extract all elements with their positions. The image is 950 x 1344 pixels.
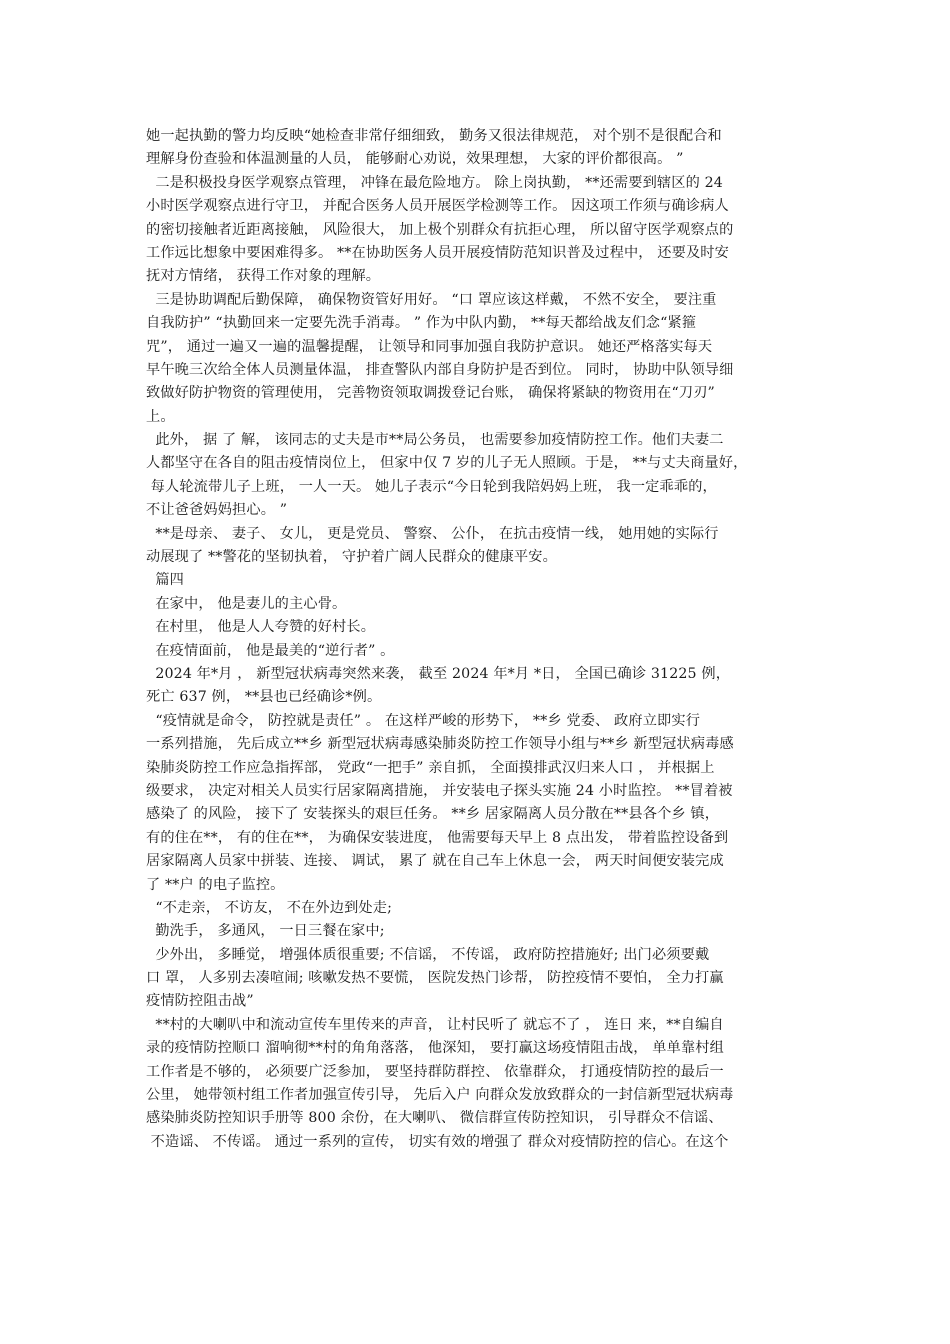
- text-line: 感染了 的风险， 接下了 安装探头的艰巨任务。 **乡 居家隔离人员分散在**县各个乡 镇，: [146, 806, 720, 823]
- text-line: 抚对方情绪， 获得工作对象的理解。: [146, 268, 381, 285]
- text-line: 2024 年*月 ， 新型冠状病毒突然来袭， 截至 2024 年*月 *日， 全国已确诊 31225 例，: [146, 665, 731, 682]
- text-line: 公里， 她带领村组工作者加强宣传引导， 先后入户 向群众发放致群众的一封信新型冠状病毒: [146, 1087, 734, 1104]
- text-line: 每人轮流带儿子上班， 一人一天。 她儿子表示“今日轮到我陪妈妈上班， 我一定乖乖的，: [146, 478, 717, 495]
- text-line: 二是积极投身医学观察点管理， 冲锋在最危险地方。 除上岗执勤， **还需要到辖区的 24: [146, 174, 723, 191]
- text-line: 理解身份查验和体温测量的人员， 能够耐心劝说，效果理想， 大家的评价都很高。 ”: [146, 151, 684, 168]
- text-line: 自我防护” “执勤回来一定要先洗手消毒。 ” 作为中队内勤， **每天都给战友们念“紧箍: [146, 315, 697, 332]
- text-line: 动展现了 **警花的坚韧执着， 守护着广阔人民群众的健康平安。: [146, 549, 557, 566]
- text-line: 级要求， 决定对相关人员实行居家隔离措施， 并安装电子探头实施 24 小时监控。 **冒着被: [146, 782, 733, 799]
- text-line: **是母亲、 妻子、 女儿， 更是党员、 警察、 公仆， 在抗击疫情一线， 她用她的实际行: [146, 525, 719, 542]
- text-line: 一系列措施， 先后成立**乡 新型冠状病毒感染肺炎防控工作领导小组与**乡 新型冠状病毒感: [146, 736, 734, 753]
- text-line: 在家中， 他是妻儿的主心骨。: [146, 595, 347, 612]
- text-line: 的密切接触者近距离接触， 风险很大， 加上极个别群众有抗拒心理， 所以留守医学观察点的: [146, 221, 734, 238]
- text-line: 录的疫情防控顺口 溜响彻**村的角角落落， 他深知， 要打赢这场疫情阻击战， 单单靠村组: [146, 1040, 724, 1057]
- text-line: 篇四: [146, 572, 184, 589]
- text-line: 少外出， 多睡觉， 增强体质很重要; 不信谣， 不传谣， 政府防控措施好; 出门必须要戴: [146, 946, 710, 963]
- text-line: 不造谣、 不传谣。 通过一系列的宣传， 切实有效的增强了 群众对疫情防控的信心。在这个: [146, 1133, 729, 1150]
- text-line: 人都坚守在各自的阻击疫情岗位上， 但家中仅 7 岁的儿子无人照顾。于是， **与丈夫商量好，: [146, 455, 748, 472]
- text-line: 有的住在**， 有的住在**， 为确保安装进度， 他需要每天早上 8 点出发， 带着监控设备到: [146, 829, 729, 846]
- document-page: [146, 125, 818, 1154]
- text-line: 在疫情面前， 他是最美的“逆行者” 。: [146, 642, 395, 659]
- text-line: 咒”， 通过一遍又一遍的温馨提醒， 让领导和同事加强自我防护意识。 她还严格落实每天: [146, 338, 713, 355]
- text-line: “疫情就是命令， 防控就是责任” 。 在这样严峻的形势下， **乡 党委、 政府立即实行: [146, 712, 701, 729]
- text-line: 疫情防控阻击战”: [146, 993, 254, 1010]
- text-line: 小时医学观察点进行守卫， 并配合医务人员开展医学检测等工作。 因这项工作须与确诊病人: [146, 198, 729, 215]
- text-line: 工作者是不够的， 必须要广泛参加， 要坚持群防群控、 依靠群众， 打通疫情防控的最后一: [146, 1063, 724, 1080]
- text-line: **村的大喇叭中和流动宣传车里传来的声音， 让村民听了 就忘不了 ， 连日 来，**自编自: [146, 1016, 724, 1033]
- text-line: 染肺炎防控工作应急指挥部， 党政“一把手” 亲自抓， 全面摸排武汉归来人口 ， 并根据上: [146, 759, 715, 776]
- text-line: 在村里， 他是人人夸赞的好村长。: [146, 619, 376, 636]
- text-line: 感染肺炎防控知识手册等 800 余份，在大喇叭、 微信群宣传防控知识， 引导群众不信谣、: [146, 1110, 723, 1127]
- text-line: 早午晚三次给全体人员测量体温， 排查警队内部自身防护是否到位。 同时， 协助中队领导细: [146, 361, 734, 378]
- text-line: 了 **户 的电子监控。: [146, 876, 285, 893]
- text-line: 致做好防护物资的管理使用， 完善物资领取调拨登记台账， 确保将紧缺的物资用在“刀刃”: [146, 385, 715, 402]
- text-line: 口 罩， 人多别去凑喧闹; 咳嗽发热不要慌， 医院发热门诊帮， 防控疫情不要怕， 全力打赢: [146, 970, 724, 987]
- text-line: 勤洗手， 多通风， 一日三餐在家中;: [146, 923, 385, 940]
- text-line: 上。: [146, 408, 175, 425]
- text-line: 居家隔离人员家中拼装、连接、 调试， 累了 就在自己车上休息一会， 两天时间便安装完成: [146, 853, 724, 870]
- text-line: 三是协助调配后勤保障， 确保物资管好用好。 “口 罩应该这样戴， 不然不安全， 要注重: [146, 291, 717, 308]
- text-line: 此外， 据 了 解， 该同志的丈夫是市**局公务员， 也需要参加疫情防控工作。他们夫妻二: [146, 432, 724, 449]
- text-line: “不走亲， 不访友， 不在外边到处走;: [146, 899, 393, 916]
- text-line: 不让爸爸妈妈担心。 ”: [146, 502, 288, 519]
- text-line: 工作远比想象中要困难得多。 **在协助医务人员开展疫情防范知识普及过程中， 还要及时安: [146, 244, 729, 261]
- text-line: 死亡 637 例， **县也已经确诊*例。: [146, 689, 382, 706]
- text-line: 她一起执勤的警力均反映“她检查非常仔细细致， 勤务又很法律规范， 对个别不是很配合和: [146, 128, 722, 144]
